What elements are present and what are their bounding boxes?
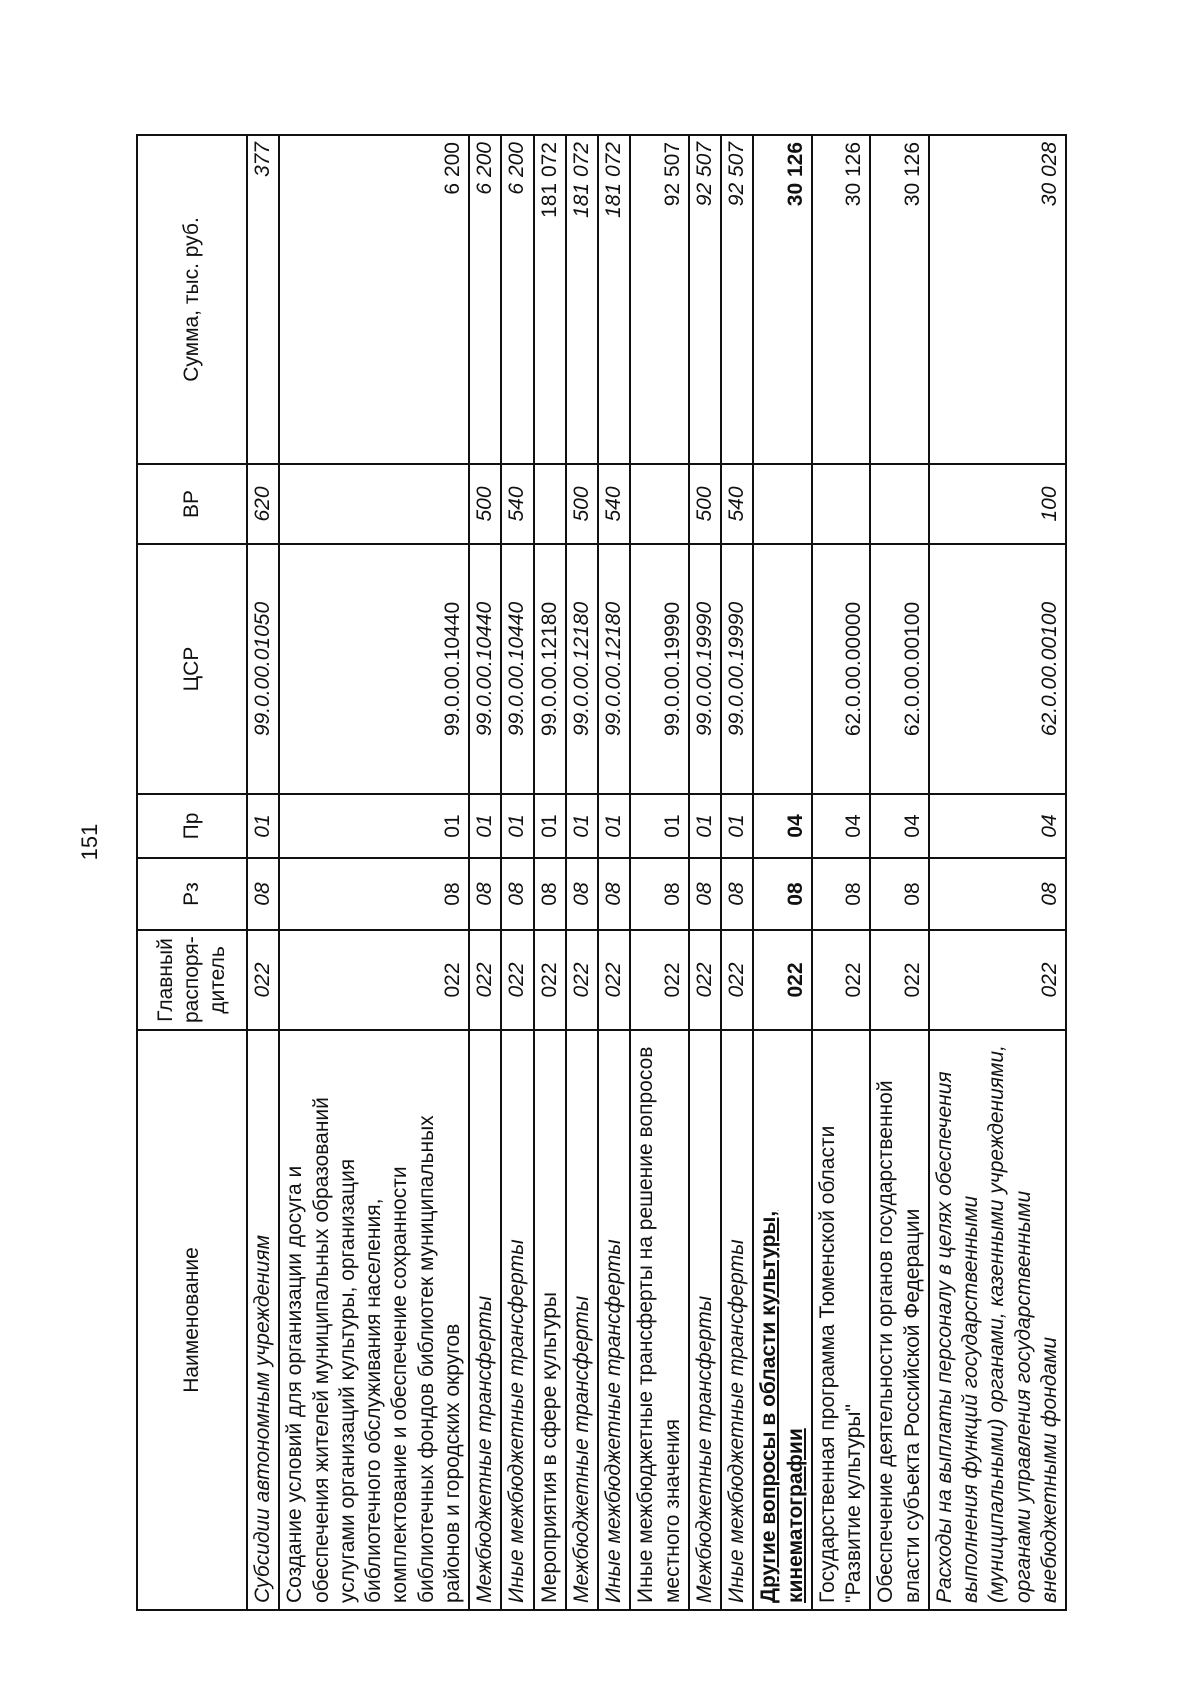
row-target-article <box>721 544 753 794</box>
page-number: 151 <box>77 823 102 861</box>
row-amount <box>247 135 279 464</box>
table-body <box>247 135 1066 1610</box>
row-main-manager-text: 022 <box>505 962 529 998</box>
row-expense-type <box>929 464 1066 544</box>
row-name <box>689 1030 721 1610</box>
table-header <box>137 135 247 1610</box>
row-expense-type <box>630 464 689 544</box>
row-target-article-text: 99.0.00.19990 <box>660 601 684 737</box>
row-main-manager-text: 022 <box>537 962 561 998</box>
row-target-article <box>753 544 812 794</box>
table-row <box>721 135 753 1610</box>
row-amount-text: 181 072 <box>602 142 625 218</box>
row-amount-text: 30 126 <box>842 142 865 207</box>
row-name-text: Обеспечение деятельности органов государственной власти субъекта Российской Федерации <box>874 1080 924 1603</box>
row-subsection-text: 01 <box>692 814 716 838</box>
row-section-text: 08 <box>473 882 496 906</box>
row-section <box>630 858 689 930</box>
row-main-manager-text: 022 <box>1037 962 1061 998</box>
table-row <box>630 135 689 1610</box>
row-expense-type-text: 540 <box>725 486 748 522</box>
row-section <box>812 858 871 930</box>
row-amount-text: 92 507 <box>692 142 716 207</box>
row-name-text: Мероприятия в сфере культуры <box>537 1291 561 1603</box>
table-row <box>279 135 469 1610</box>
row-amount <box>721 135 753 464</box>
row-expense-type-text: 540 <box>505 486 529 522</box>
row-target-article <box>812 544 871 794</box>
row-main-manager-text: 022 <box>602 962 625 998</box>
row-expense-type-text: 500 <box>692 486 716 522</box>
row-subsection-text: 01 <box>473 814 496 838</box>
row-name-text: Другие вопросы в области культуры, кинематографии <box>757 1210 807 1603</box>
table-row <box>534 135 566 1610</box>
row-target-article-text: 99.0.00.01050 <box>251 601 274 737</box>
row-target-article-text: 99.0.00.19990 <box>725 601 748 737</box>
row-main-manager-text: 022 <box>900 962 924 998</box>
row-target-article <box>598 544 630 794</box>
row-name-text: Иные межбюджетные трансферты <box>725 1239 748 1603</box>
row-subsection-text: 01 <box>440 814 464 838</box>
table-row <box>689 135 721 1610</box>
row-target-article-text: 99.0.00.10440 <box>505 601 529 737</box>
row-amount-text: 181 072 <box>569 142 593 218</box>
row-target-article <box>689 544 721 794</box>
row-subsection-text: 01 <box>602 814 625 838</box>
row-target-article-text: 99.0.00.12180 <box>569 601 593 737</box>
row-name <box>247 1030 279 1610</box>
row-expense-type <box>534 464 566 544</box>
row-amount-text: 6 200 <box>505 142 529 195</box>
row-target-article-text: 99.0.00.12180 <box>537 601 561 737</box>
row-section-text: 08 <box>660 882 684 906</box>
row-section-text: 08 <box>440 882 464 906</box>
row-section-text: 08 <box>783 882 807 906</box>
row-target-article <box>534 544 566 794</box>
row-main-manager <box>870 930 929 1030</box>
row-amount <box>534 135 566 464</box>
row-main-manager-text: 022 <box>725 962 748 998</box>
row-section-text: 08 <box>900 882 924 906</box>
row-name <box>501 1030 533 1610</box>
table-row <box>598 135 630 1610</box>
row-amount <box>279 135 469 464</box>
row-amount <box>812 135 871 464</box>
row-section <box>279 858 469 930</box>
row-section <box>689 858 721 930</box>
row-expense-type <box>753 464 812 544</box>
row-main-manager <box>247 930 279 1030</box>
row-main-manager-text: 022 <box>660 962 684 998</box>
row-name <box>566 1030 598 1610</box>
row-section <box>753 858 812 930</box>
row-main-manager-text: 022 <box>692 962 716 998</box>
row-name-text: Иные межбюджетные трансферты <box>505 1239 529 1603</box>
row-name-text: Межбюджетные трансферты <box>692 1295 716 1603</box>
row-target-article-text: 99.0.00.10440 <box>473 601 496 737</box>
row-name-text: Субсидии автономным учреждениям <box>251 1235 274 1603</box>
row-expense-type-text: 500 <box>473 486 496 522</box>
table-row <box>501 135 533 1610</box>
row-main-manager-text: 022 <box>251 962 274 998</box>
row-name <box>630 1030 689 1610</box>
header-target-article: ЦСР <box>137 544 247 794</box>
row-amount-text: 30 126 <box>900 142 924 207</box>
header-amount: Сумма, тыс. руб. <box>137 135 247 464</box>
row-name-text: Межбюджетные трансферты <box>473 1295 496 1603</box>
row-section-text: 08 <box>725 882 748 906</box>
row-section-text: 08 <box>505 882 529 906</box>
row-target-article-text: 99.0.00.12180 <box>602 601 625 737</box>
rotated-page-content <box>136 136 1061 1611</box>
row-main-manager <box>753 930 812 1030</box>
header-main-manager: Главный распоря-дитель <box>137 930 247 1030</box>
row-name <box>753 1030 812 1610</box>
row-section-text: 08 <box>251 882 274 906</box>
row-amount-text: 30 126 <box>783 142 807 207</box>
row-expense-type <box>566 464 598 544</box>
row-main-manager-text: 022 <box>440 962 464 998</box>
row-name-text: Расходы на выплаты персоналу в целях обеспечения выполнения функций государственными (муниципальными) органами, казенными учреждениями, органами управления государственными внебюджетными фондами <box>932 1045 1061 1603</box>
row-section <box>501 858 533 930</box>
row-name <box>279 1030 469 1610</box>
row-subsection-text: 04 <box>1037 814 1061 838</box>
row-subsection <box>689 794 721 858</box>
header-subsection: Пр <box>137 794 247 858</box>
header-expense-type: ВР <box>137 464 247 544</box>
row-amount <box>566 135 598 464</box>
row-subsection <box>279 794 469 858</box>
row-amount <box>630 135 689 464</box>
row-name-text: Государственная программа Тюменской области "Развитие культуры" <box>815 1125 865 1603</box>
row-main-manager-text: 022 <box>569 962 593 998</box>
row-expense-type-text: 540 <box>602 486 625 522</box>
table-row <box>929 135 1066 1610</box>
row-expense-type <box>469 464 501 544</box>
row-expense-type <box>279 464 469 544</box>
row-subsection <box>247 794 279 858</box>
row-expense-type-text: 620 <box>251 486 274 522</box>
row-subsection <box>812 794 871 858</box>
table-row <box>247 135 279 1610</box>
row-target-article <box>630 544 689 794</box>
table-row <box>812 135 871 1610</box>
row-name-text: Иные межбюджетные трансферты <box>602 1239 625 1603</box>
row-target-article <box>247 544 279 794</box>
row-target-article <box>870 544 929 794</box>
row-section-text: 08 <box>537 882 561 906</box>
row-main-manager <box>929 930 1066 1030</box>
row-amount <box>929 135 1066 464</box>
row-target-article-text: 62.0.00.00000 <box>842 601 865 737</box>
row-expense-type <box>870 464 929 544</box>
row-amount-text: 6 200 <box>440 142 464 195</box>
row-section-text: 08 <box>692 882 716 906</box>
row-main-manager <box>534 930 566 1030</box>
table-row <box>870 135 929 1610</box>
row-amount-text: 92 507 <box>725 142 748 207</box>
rotated-table-frame <box>136 136 1061 1611</box>
row-expense-type-text: 500 <box>569 486 593 522</box>
row-subsection-text: 04 <box>900 814 924 838</box>
row-main-manager <box>812 930 871 1030</box>
row-subsection <box>598 794 630 858</box>
row-section-text: 08 <box>569 882 593 906</box>
row-section <box>870 858 929 930</box>
budget-table <box>136 134 1067 1611</box>
row-section-text: 08 <box>602 882 625 906</box>
header-name: Наименование <box>137 1030 247 1610</box>
row-section <box>534 858 566 930</box>
row-subsection-text: 01 <box>537 814 561 838</box>
row-amount <box>501 135 533 464</box>
row-expense-type <box>598 464 630 544</box>
row-expense-type <box>501 464 533 544</box>
row-subsection <box>870 794 929 858</box>
row-main-manager <box>279 930 469 1030</box>
row-target-article <box>501 544 533 794</box>
row-expense-type <box>721 464 753 544</box>
row-subsection-text: 01 <box>251 814 274 838</box>
row-subsection <box>630 794 689 858</box>
table-row <box>753 135 812 1610</box>
row-target-article-text: 99.0.00.10440 <box>440 601 464 737</box>
row-expense-type <box>247 464 279 544</box>
row-subsection <box>501 794 533 858</box>
row-main-manager-text: 022 <box>473 962 496 998</box>
row-main-manager <box>501 930 533 1030</box>
row-amount <box>870 135 929 464</box>
row-section <box>566 858 598 930</box>
row-expense-type-text: 100 <box>1037 486 1061 522</box>
row-name <box>721 1030 753 1610</box>
row-target-article-text: 62.0.00.00100 <box>900 601 924 737</box>
row-target-article <box>469 544 501 794</box>
row-subsection <box>566 794 598 858</box>
header-section: Рз <box>137 858 247 930</box>
row-main-manager-text: 022 <box>842 962 865 998</box>
row-section-text: 08 <box>1037 882 1061 906</box>
row-amount <box>689 135 721 464</box>
row-main-manager <box>598 930 630 1030</box>
row-expense-type <box>689 464 721 544</box>
row-target-article-text: 99.0.00.19990 <box>692 601 716 737</box>
row-section <box>721 858 753 930</box>
row-main-manager <box>721 930 753 1030</box>
row-main-manager-text: 022 <box>783 962 807 998</box>
row-name-text: Создание условий для организации досуга и обеспечения жителей муниципальных образований услугами организаций культуры, организация библиотечного обслуживания населения, комплектование и обеспечение сохранности библиотечных фондов библиотек муниципальных районов и городских округов <box>283 1097 464 1603</box>
row-amount-text: 30 028 <box>1037 142 1061 207</box>
row-amount-text: 6 200 <box>473 142 496 195</box>
row-amount <box>598 135 630 464</box>
row-subsection <box>721 794 753 858</box>
row-section <box>247 858 279 930</box>
row-amount <box>753 135 812 464</box>
row-name-text: Иные межбюджетные трансферты на решение вопросов местного значения <box>634 1046 684 1603</box>
row-subsection-text: 04 <box>842 814 865 838</box>
row-subsection <box>534 794 566 858</box>
row-amount-text: 92 507 <box>660 142 684 207</box>
row-name <box>598 1030 630 1610</box>
row-subsection <box>753 794 812 858</box>
row-section-text: 08 <box>842 882 865 906</box>
table-row <box>566 135 598 1610</box>
row-name <box>929 1030 1066 1610</box>
row-main-manager <box>566 930 598 1030</box>
row-main-manager <box>630 930 689 1030</box>
row-main-manager <box>469 930 501 1030</box>
row-main-manager <box>689 930 721 1030</box>
row-amount <box>469 135 501 464</box>
row-target-article-text: 62.0.00.00100 <box>1037 601 1061 737</box>
row-name <box>534 1030 566 1610</box>
row-target-article <box>279 544 469 794</box>
table-row <box>469 135 501 1610</box>
row-subsection <box>469 794 501 858</box>
row-name-text: Межбюджетные трансферты <box>569 1295 593 1603</box>
row-subsection-text: 01 <box>505 814 529 838</box>
row-name <box>469 1030 501 1610</box>
row-name <box>870 1030 929 1610</box>
row-subsection-text: 01 <box>725 814 748 838</box>
row-target-article <box>929 544 1066 794</box>
row-target-article <box>566 544 598 794</box>
row-subsection-text: 01 <box>569 814 593 838</box>
row-amount-text: 377 <box>251 142 274 178</box>
row-subsection <box>929 794 1066 858</box>
row-section <box>469 858 501 930</box>
row-amount-text: 181 072 <box>537 142 561 218</box>
row-subsection-text: 04 <box>783 814 807 838</box>
row-subsection-text: 01 <box>660 814 684 838</box>
row-section <box>929 858 1066 930</box>
row-section <box>598 858 630 930</box>
row-name <box>812 1030 871 1610</box>
row-expense-type <box>812 464 871 544</box>
